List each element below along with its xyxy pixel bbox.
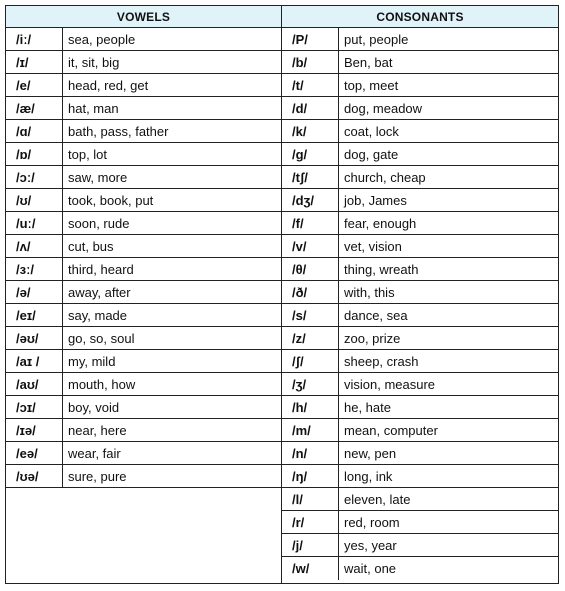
- table-row: [6, 442, 281, 465]
- vowels-header: VOWELS: [6, 6, 281, 28]
- phoneme-symbol: /ʒ/: [282, 373, 339, 395]
- table-row: [282, 97, 558, 120]
- example-words: wait, one: [344, 561, 397, 576]
- example-words: dog, gate: [344, 146, 399, 162]
- table-row: [282, 442, 558, 465]
- phoneme-symbol: /ə/: [6, 281, 63, 303]
- example-words: say, made: [68, 307, 128, 323]
- phoneme-symbol: /v/: [282, 235, 339, 257]
- table-row: [282, 511, 558, 534]
- phoneme-symbol: /P/: [282, 28, 339, 50]
- consonants-header: CONSONANTS: [282, 6, 558, 28]
- table-row: [6, 419, 281, 442]
- example-words: red, room: [344, 514, 400, 530]
- phoneme-symbol: /əʊ/: [6, 327, 63, 349]
- example-words: hat, man: [68, 100, 119, 116]
- example-words: with, this: [344, 284, 395, 300]
- example-words: go, so, soul: [68, 330, 135, 346]
- phoneme-symbol: /j/: [282, 534, 339, 556]
- example-words: vet, vision: [344, 238, 402, 254]
- example-words: saw, more: [68, 169, 128, 185]
- table-row: [282, 373, 558, 396]
- phoneme-symbol: /r/: [282, 511, 339, 533]
- table-row: [6, 28, 281, 51]
- table-row: [282, 488, 558, 511]
- table-row: [6, 465, 281, 488]
- phoneme-symbol: /f/: [282, 212, 339, 234]
- table-row: [282, 465, 558, 488]
- table-row: [282, 166, 558, 189]
- example-words: sheep, crash: [344, 353, 419, 369]
- table-row: [282, 258, 558, 281]
- phonetic-chart-table: [5, 5, 559, 584]
- table-row: [6, 189, 281, 212]
- phoneme-symbol: /ʊ/: [6, 189, 63, 211]
- phoneme-symbol: /z/: [282, 327, 339, 349]
- table-row: [282, 235, 558, 258]
- phoneme-symbol: /ɑ/: [6, 120, 63, 142]
- example-words: zoo, prize: [344, 330, 401, 346]
- phoneme-symbol: /dʒ/: [282, 189, 339, 211]
- example-words: top, meet: [344, 77, 399, 93]
- table-row: [282, 212, 558, 235]
- phoneme-symbol: /eə/: [6, 442, 63, 464]
- table-row: [6, 166, 281, 189]
- table-row: [6, 396, 281, 419]
- example-words: sure, pure: [68, 468, 127, 484]
- table-row: [6, 327, 281, 350]
- phoneme-symbol: /θ/: [282, 258, 339, 280]
- table-row: [282, 143, 558, 166]
- example-words: top, lot: [68, 146, 108, 162]
- vowels-column: [6, 6, 282, 583]
- phoneme-symbol: /b/: [282, 51, 339, 73]
- example-words: cut, bus: [68, 238, 114, 254]
- phoneme-symbol: /eɪ/: [6, 304, 63, 326]
- phoneme-symbol: /w/: [282, 557, 339, 580]
- table-row: [6, 97, 281, 120]
- table-row: [282, 350, 558, 373]
- example-words: he, hate: [344, 399, 391, 415]
- table-row: [6, 304, 281, 327]
- phoneme-symbol: /ɪə/: [6, 419, 63, 441]
- phoneme-symbol: /aɪ /: [6, 350, 63, 372]
- example-words: eleven, late: [344, 491, 411, 507]
- table-row: [282, 396, 558, 419]
- consonants-column: [282, 6, 558, 583]
- table-row: [282, 120, 558, 143]
- table-row: [6, 74, 281, 97]
- example-words: it, sit, big: [68, 54, 120, 70]
- phoneme-symbol: /ɔɪ/: [6, 396, 63, 418]
- example-words: soon, rude: [68, 215, 130, 231]
- phoneme-symbol: /uː/: [6, 212, 63, 234]
- phoneme-symbol: /tʃ/: [282, 166, 339, 188]
- phoneme-symbol: /ʊə/: [6, 465, 63, 487]
- example-words: church, cheap: [344, 169, 426, 185]
- phoneme-symbol: /s/: [282, 304, 339, 326]
- table-row: [6, 212, 281, 235]
- phoneme-symbol: /g/: [282, 143, 339, 165]
- example-words: mouth, how: [68, 376, 136, 392]
- phoneme-symbol: /ɪ/: [6, 51, 63, 73]
- table-row: [6, 281, 281, 304]
- table-row: [282, 327, 558, 350]
- phoneme-symbol: /ɒ/: [6, 143, 63, 165]
- example-words: took, book, put: [68, 192, 154, 208]
- phoneme-symbol: /d/: [282, 97, 339, 119]
- example-words: third, heard: [68, 261, 134, 277]
- example-words: job, James: [344, 192, 407, 208]
- table-row: [6, 51, 281, 74]
- vowels-rows: [6, 28, 281, 488]
- example-words: bath, pass, father: [68, 123, 169, 139]
- consonants-rows: [282, 28, 558, 580]
- example-words: near, here: [68, 422, 127, 438]
- phoneme-symbol: /l/: [282, 488, 339, 510]
- table-row: [282, 189, 558, 212]
- phoneme-symbol: /ð/: [282, 281, 339, 303]
- table-row: [282, 51, 558, 74]
- example-words: dance, sea: [344, 307, 408, 323]
- table-row: [6, 350, 281, 373]
- example-words: coat, lock: [344, 123, 399, 139]
- example-words: new, pen: [344, 445, 397, 461]
- table-row: [282, 304, 558, 327]
- phoneme-symbol: /m/: [282, 419, 339, 441]
- phoneme-symbol: /iː/: [6, 28, 63, 50]
- example-words: away, after: [68, 284, 131, 300]
- table-row: [6, 120, 281, 143]
- table-row: [282, 419, 558, 442]
- example-words: vision, measure: [344, 376, 436, 392]
- example-words: dog, meadow: [344, 100, 423, 116]
- phoneme-symbol: /e/: [6, 74, 63, 96]
- phoneme-symbol: /n/: [282, 442, 339, 464]
- example-words: my, mild: [68, 353, 116, 369]
- phoneme-symbol: /k/: [282, 120, 339, 142]
- phoneme-symbol: /t/: [282, 74, 339, 96]
- table-row: [282, 74, 558, 97]
- example-words: fear, enough: [344, 215, 417, 231]
- phoneme-symbol: /ŋ/: [282, 465, 339, 487]
- example-words: boy, void: [68, 399, 120, 415]
- example-words: put, people: [344, 31, 409, 47]
- table-row: [6, 258, 281, 281]
- phoneme-symbol: /ɔː/: [6, 166, 63, 188]
- example-words: head, red, get: [68, 77, 149, 93]
- example-words: yes, year: [344, 537, 397, 553]
- table-row: [282, 281, 558, 304]
- example-words: thing, wreath: [344, 261, 419, 277]
- example-words: wear, fair: [68, 445, 121, 461]
- table-row: [282, 28, 558, 51]
- phoneme-symbol: /ɜː/: [6, 258, 63, 280]
- table-row: [6, 373, 281, 396]
- phoneme-symbol: /ʌ/: [6, 235, 63, 257]
- example-words: sea, people: [68, 31, 136, 47]
- phoneme-symbol: /h/: [282, 396, 339, 418]
- phoneme-symbol: /aʊ/: [6, 373, 63, 395]
- table-row: [6, 143, 281, 166]
- example-words: long, ink: [344, 468, 393, 484]
- table-row: [282, 534, 558, 557]
- phoneme-symbol: /æ/: [6, 97, 63, 119]
- phoneme-symbol: /ʃ/: [282, 350, 339, 372]
- example-words: mean, computer: [344, 422, 438, 438]
- example-words: Ben, bat: [344, 54, 393, 70]
- table-row: [282, 557, 558, 580]
- table-row: [6, 235, 281, 258]
